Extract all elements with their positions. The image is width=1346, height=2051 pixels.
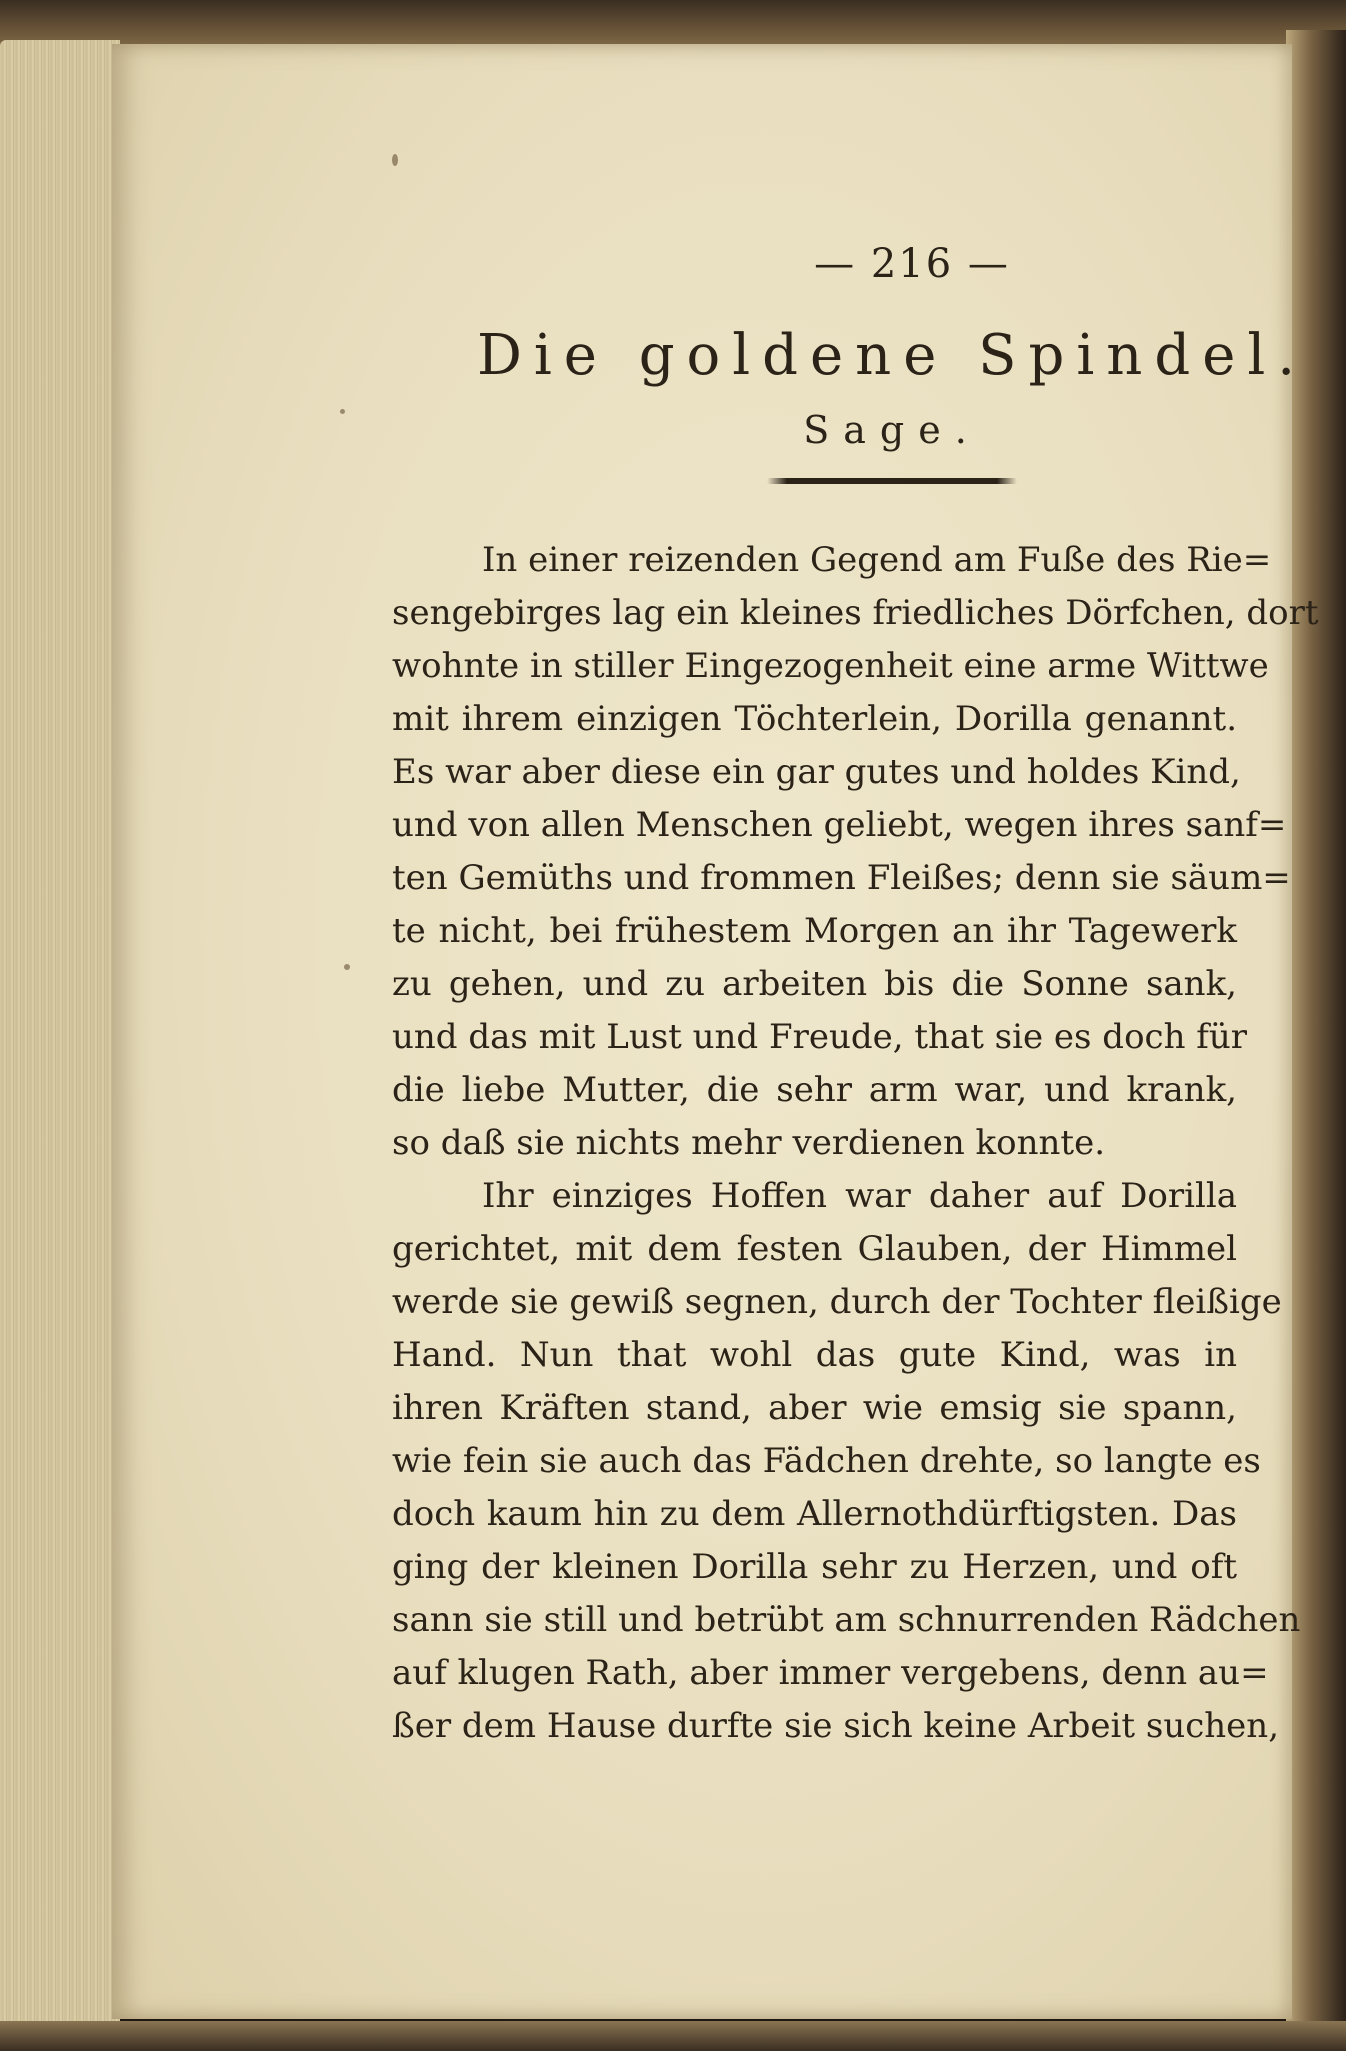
text-line: te nicht, bei frühestem Morgen an ihr Tagewerk xyxy=(392,911,1237,951)
text-line: wohnte in stiller Eingezogenheit eine arme Wittwe xyxy=(392,646,1269,686)
text-line: werde sie gewiß segnen, durch der Tochter fleißige xyxy=(392,1282,1282,1322)
chapter-subtitle: Sage. xyxy=(803,408,981,452)
text-line: doch kaum hin zu dem Allernothdürftigsten. Das xyxy=(392,1494,1237,1534)
text-line: und das mit Lust und Freude, that sie es doch für xyxy=(392,1017,1248,1057)
body-text xyxy=(392,534,1346,1753)
page-number: — 216 — xyxy=(814,241,1010,287)
text-line: Ihr einziges Hoffen war daher auf Dorilla xyxy=(482,1176,1237,1216)
paper-speck xyxy=(344,964,350,970)
text-line: auf klugen Rath, aber immer vergebens, denn au= xyxy=(392,1653,1269,1693)
book-cover-bottom xyxy=(0,2021,1346,2051)
text-line: Hand. Nun that wohl das gute Kind, was in xyxy=(392,1335,1237,1375)
text-line: wie fein sie auch das Fädchen drehte, so langte es xyxy=(392,1441,1261,1481)
text-line: die liebe Mutter, die sehr arm war, und krank, xyxy=(392,1070,1237,1110)
text-line: Es war aber diese ein gar gutes und holdes Kind, xyxy=(392,752,1241,792)
paragraph-2 xyxy=(392,1170,1346,1753)
title-divider xyxy=(767,478,1017,484)
text-line: In einer reizenden Gegend am Fuße des Rie= xyxy=(482,540,1272,580)
text-line: zu gehen, und zu arbeiten bis die Sonne sank, xyxy=(392,964,1237,1004)
text-line: und von allen Menschen geliebt, wegen ihres sanf= xyxy=(392,805,1287,845)
text-line: ßer dem Hause durfte sie sich keine Arbeit suchen, xyxy=(392,1706,1280,1746)
paragraph-1 xyxy=(392,534,1346,1170)
text-line: mit ihrem einzigen Töchterlein, Dorilla genannt. xyxy=(392,699,1237,739)
text-line: ten Gemüths und frommen Fleißes; denn sie säum= xyxy=(392,858,1291,898)
text-line: so daß sie nichts mehr verdienen konnte. xyxy=(392,1123,1106,1163)
text-line: sann sie still und betrübt am schnurrenden Rädchen xyxy=(392,1600,1301,1640)
chapter-title: Die goldene Spindel. xyxy=(476,323,1308,388)
text-line: ging der kleinen Dorilla sehr zu Herzen, und oft xyxy=(392,1547,1237,1587)
paper-speck xyxy=(340,409,345,414)
text-line: ihren Kräften stand, aber wie emsig sie spann, xyxy=(392,1388,1237,1428)
book-page xyxy=(112,44,1319,2019)
page-edges xyxy=(0,40,120,2030)
text-line: sengebirges lag ein kleines friedliches Dörfchen, dort xyxy=(392,593,1319,633)
page-content xyxy=(392,234,1346,1753)
text-line: gerichtet, mit dem festen Glauben, der Himmel xyxy=(392,1229,1237,1269)
paper-speck xyxy=(392,154,398,166)
